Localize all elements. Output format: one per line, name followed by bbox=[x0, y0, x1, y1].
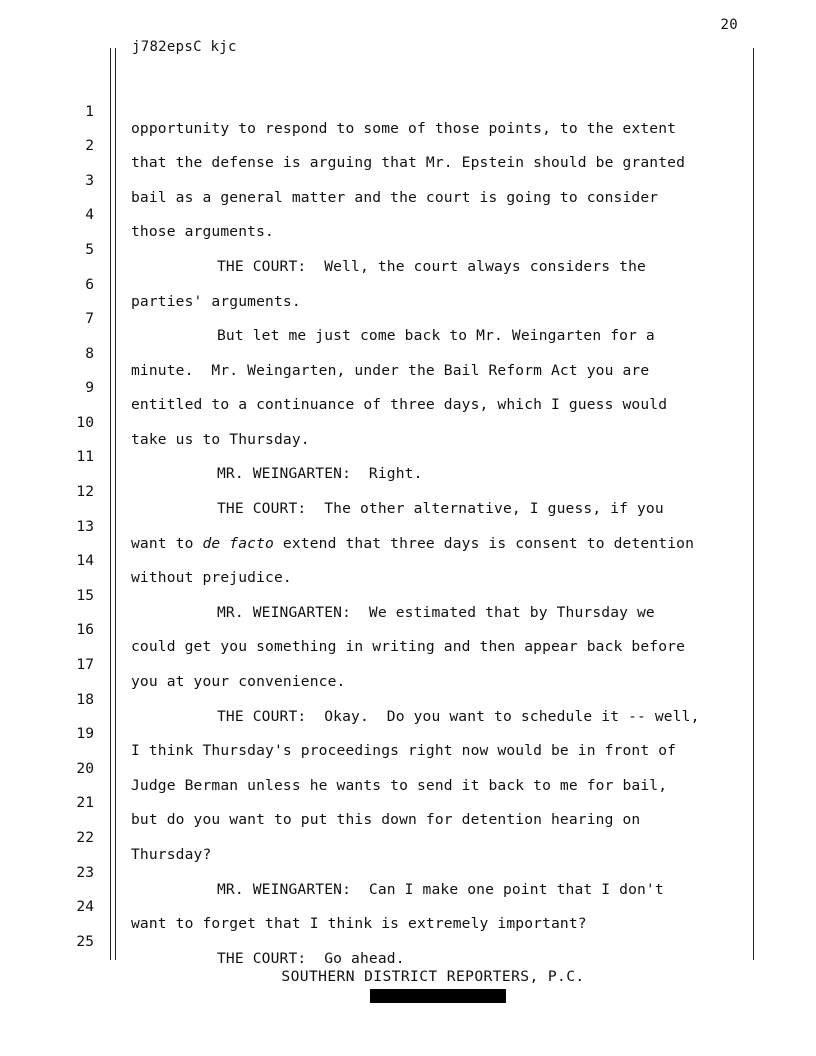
line-text: could get you something in writing and then appear back before bbox=[131, 638, 686, 655]
line-text: opportunity to respond to some of those points, to the extent bbox=[131, 120, 677, 137]
line-text: THE COURT: Well, the court always considers the bbox=[217, 258, 646, 275]
line-number: 14 bbox=[76, 552, 94, 569]
line-text-after: extend that three days is consent to detention bbox=[274, 535, 695, 552]
line-text: minute. Mr. Weingarten, under the Bail Reform Act you are bbox=[131, 362, 650, 379]
transcript-line bbox=[0, 674, 816, 725]
line-number: 12 bbox=[76, 483, 94, 500]
line-text: THE COURT: Okay. Do you want to schedule it -- well, bbox=[217, 708, 700, 725]
transcript-line bbox=[0, 259, 816, 310]
line-text: MR. WEINGARTEN: Can I make one point that I don't bbox=[217, 881, 664, 898]
transcript-line bbox=[0, 812, 816, 863]
line-text: those arguments. bbox=[131, 223, 274, 240]
line-text: you at your convenience. bbox=[131, 673, 346, 690]
transcript-line bbox=[0, 639, 816, 690]
transcript-line bbox=[0, 155, 816, 206]
transcript-line bbox=[0, 881, 816, 932]
transcript-line bbox=[0, 916, 816, 967]
line-text: parties' arguments. bbox=[131, 293, 301, 310]
transcript-line bbox=[0, 743, 816, 794]
transcript-line bbox=[0, 431, 816, 482]
transcript-line bbox=[0, 708, 816, 759]
transcript-line bbox=[0, 293, 816, 344]
line-number: 22 bbox=[76, 829, 94, 846]
page-number: 20 bbox=[720, 17, 738, 33]
transcript-line bbox=[0, 120, 816, 171]
line-number: 20 bbox=[76, 760, 94, 777]
line-number: 21 bbox=[76, 794, 94, 811]
italic-phrase: de facto bbox=[202, 535, 274, 552]
transcript-line bbox=[0, 777, 816, 828]
line-number: 11 bbox=[76, 448, 94, 465]
line-number: 10 bbox=[76, 414, 94, 431]
line-number: 9 bbox=[85, 379, 94, 396]
line-text: entitled to a continuance of three days, which I guess would bbox=[131, 396, 668, 413]
redaction-bar bbox=[370, 989, 506, 1003]
line-number: 8 bbox=[85, 345, 94, 362]
line-number: 6 bbox=[85, 276, 94, 293]
line-text: But let me just come back to Mr. Weingarten for a bbox=[217, 327, 655, 344]
line-number: 16 bbox=[76, 621, 94, 638]
transcript-line bbox=[0, 362, 816, 413]
line-text: take us to Thursday. bbox=[131, 431, 310, 448]
transcript-line bbox=[0, 189, 816, 240]
line-text: want to forget that I think is extremely important? bbox=[131, 915, 587, 932]
transcript-line bbox=[0, 604, 816, 655]
line-number: 25 bbox=[76, 933, 94, 950]
line-text: THE COURT: The other alternative, I guess, if you bbox=[217, 500, 664, 517]
line-number: 7 bbox=[85, 310, 94, 327]
line-number: 1 bbox=[85, 103, 94, 120]
transcript-line bbox=[0, 501, 816, 552]
line-number: 24 bbox=[76, 898, 94, 915]
line-text: that the defense is arguing that Mr. Epstein should be granted bbox=[131, 154, 686, 171]
line-text: Judge Berman unless he wants to send it back to me for bail, bbox=[131, 777, 668, 794]
line-text: MR. WEINGARTEN: Right. bbox=[217, 465, 423, 482]
transcript-line bbox=[0, 847, 816, 898]
line-number: 13 bbox=[76, 518, 94, 535]
line-number: 23 bbox=[76, 864, 94, 881]
header-code: j782epsC kjc bbox=[132, 39, 237, 55]
line-number: 5 bbox=[85, 241, 94, 258]
line-text: I think Thursday's proceedings right now would be in front of bbox=[131, 742, 677, 759]
transcript-line bbox=[0, 224, 816, 275]
line-text: bail as a general matter and the court is going to consider bbox=[131, 189, 659, 206]
transcript-line bbox=[0, 535, 816, 586]
line-text: without prejudice. bbox=[131, 569, 292, 586]
transcript-line bbox=[0, 86, 816, 137]
line-text: MR. WEINGARTEN: We estimated that by Thursday we bbox=[217, 604, 655, 621]
line-number: 19 bbox=[76, 725, 94, 742]
transcript-line bbox=[0, 397, 816, 448]
line-text: Thursday? bbox=[131, 846, 212, 863]
line-text-before: want to bbox=[131, 535, 203, 552]
transcript-line bbox=[0, 328, 816, 379]
line-number: 4 bbox=[85, 206, 94, 223]
footer-reporter-name: SOUTHERN DISTRICT REPORTERS, P.C. bbox=[281, 968, 585, 985]
line-text: but do you want to put this down for detention hearing on bbox=[131, 811, 641, 828]
line-number: 17 bbox=[76, 656, 94, 673]
line-number: 3 bbox=[85, 172, 94, 189]
transcript-line bbox=[0, 466, 816, 517]
transcript-line bbox=[0, 570, 816, 621]
line-number: 18 bbox=[76, 691, 94, 708]
line-number: 2 bbox=[85, 137, 94, 154]
line-number: 15 bbox=[76, 587, 94, 604]
line-text: THE COURT: Go ahead. bbox=[217, 950, 405, 967]
